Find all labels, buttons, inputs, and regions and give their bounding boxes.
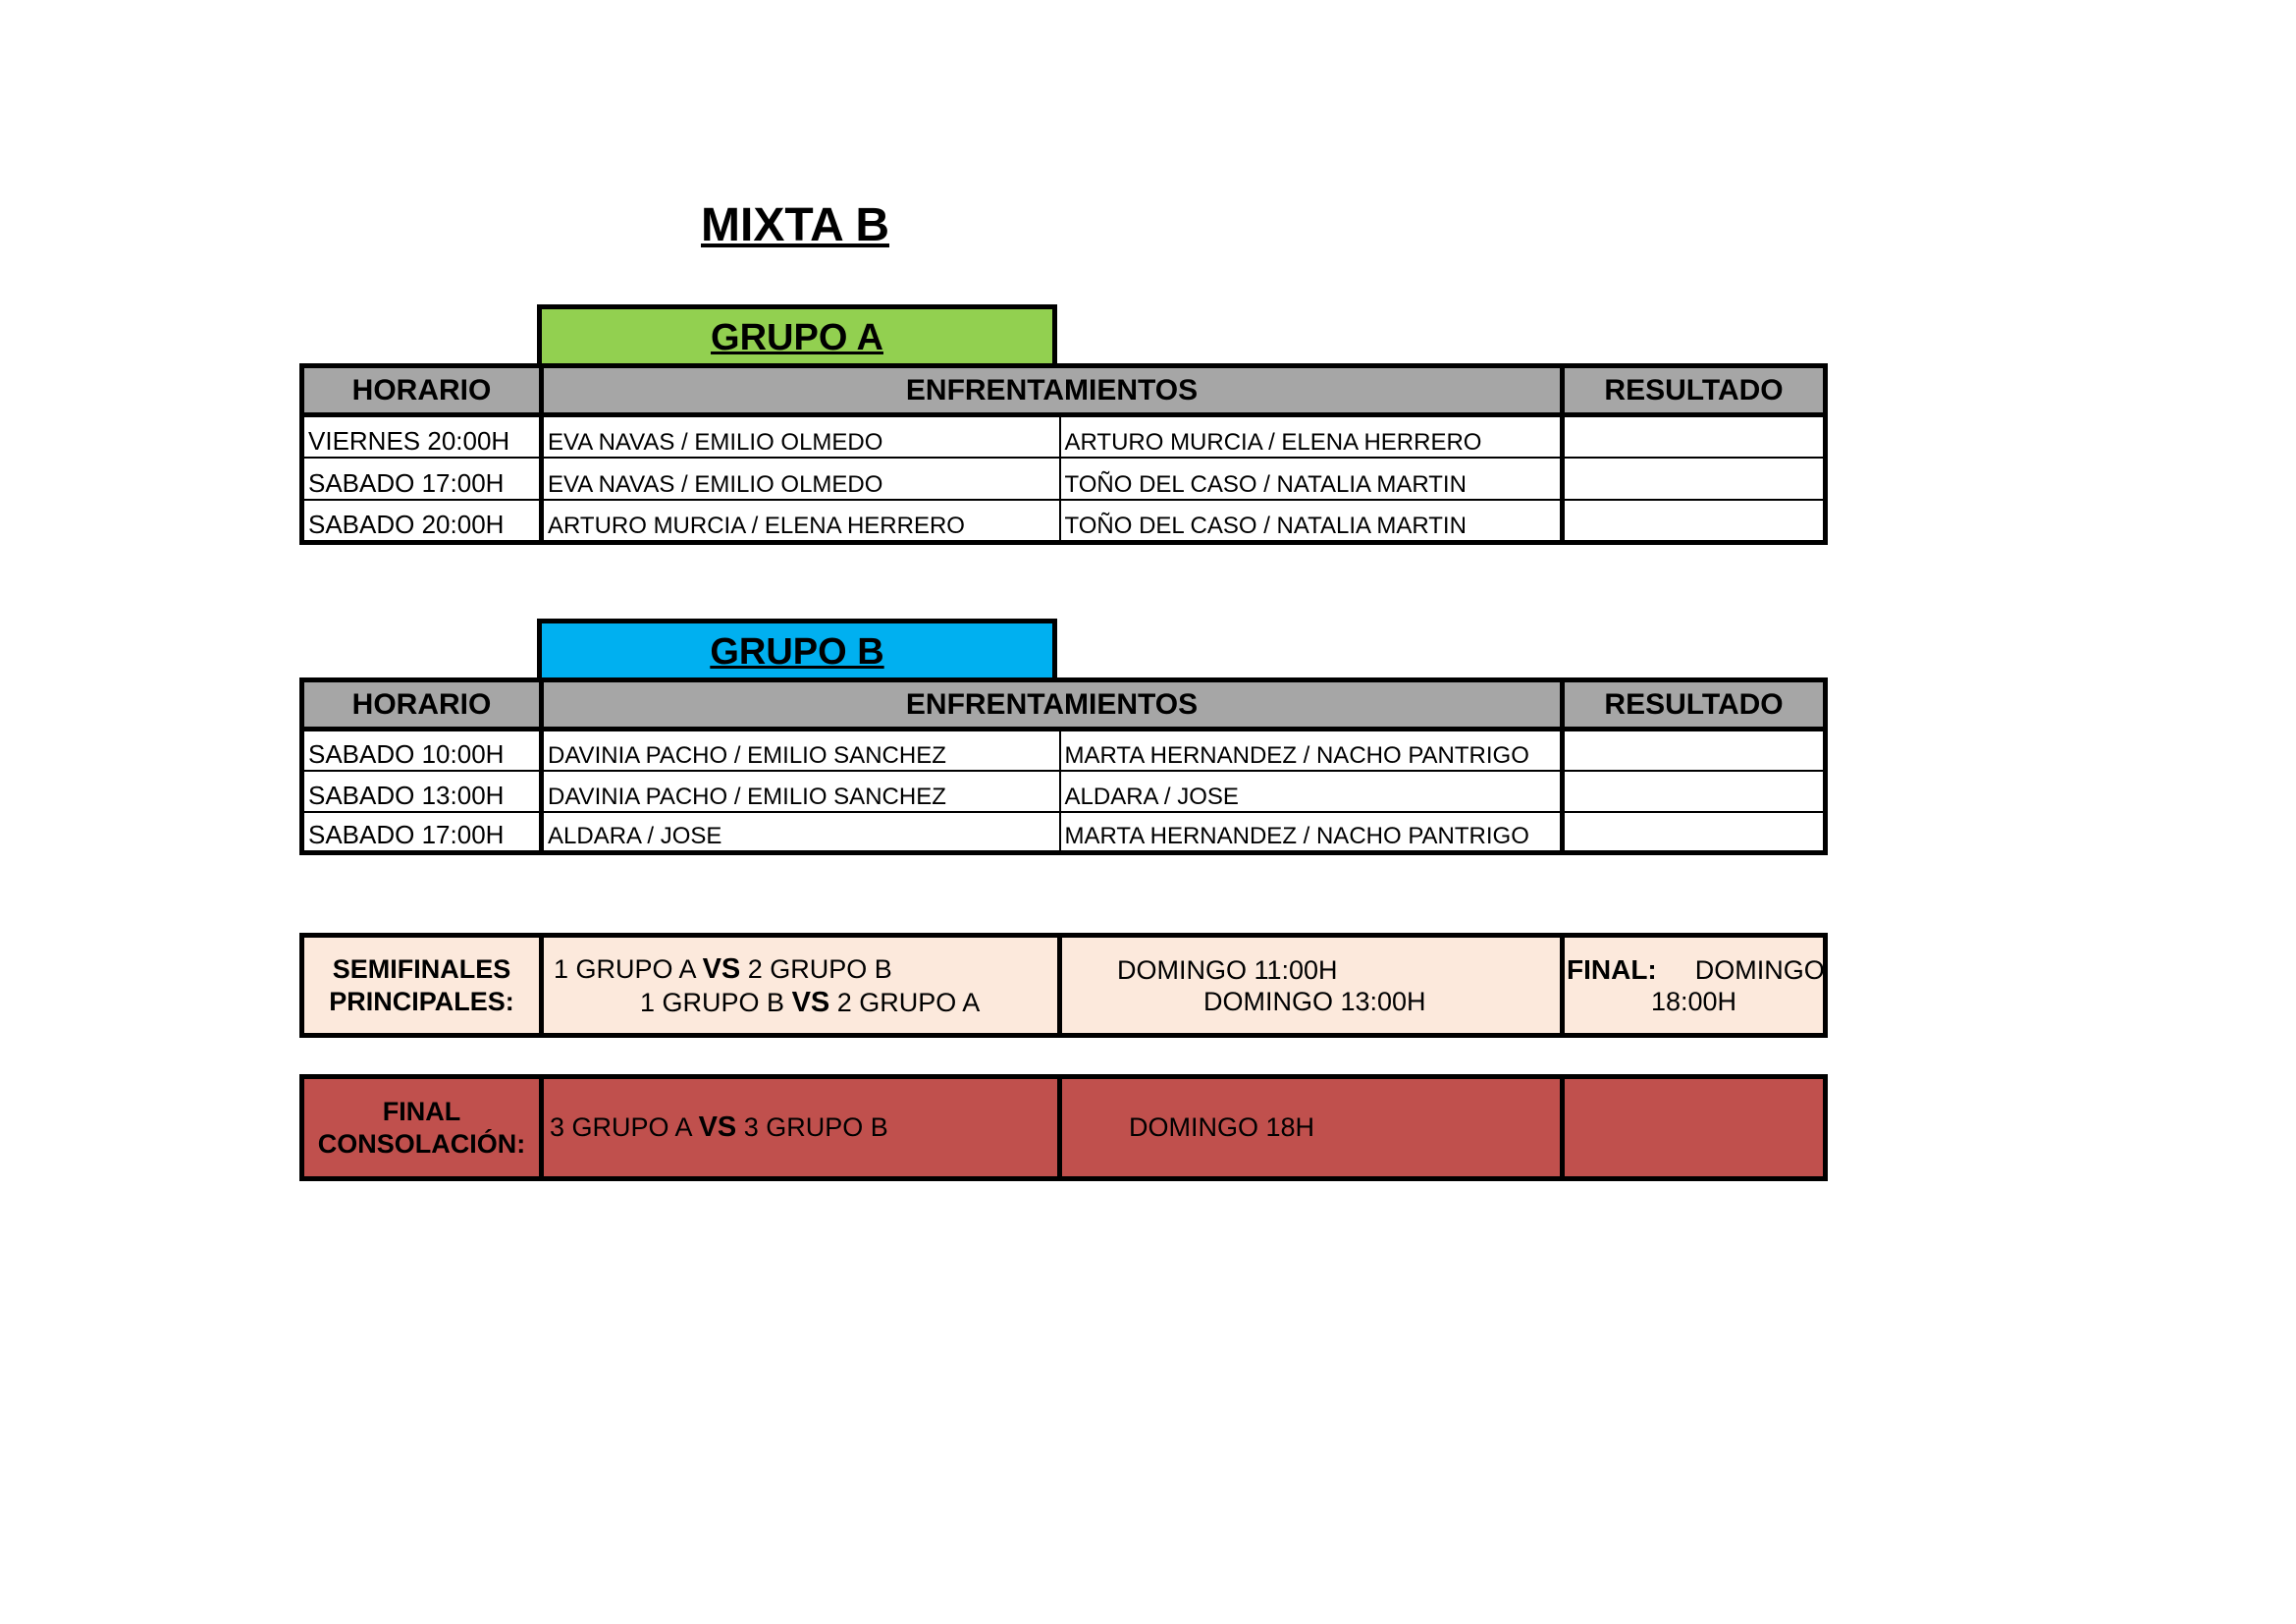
vs-label: VS <box>791 986 830 1018</box>
semifinal-times <box>1060 936 1563 1036</box>
semifinals-label <box>302 936 542 1036</box>
result-cell[interactable] <box>1563 812 1826 853</box>
semifinal-time-1: DOMINGO 11:00H <box>1117 954 1338 985</box>
page-title: MIXTA B <box>701 199 889 251</box>
table-row <box>302 771 1826 812</box>
result-cell[interactable] <box>1563 730 1826 771</box>
final-day: DOMINGO <box>1694 954 1825 985</box>
group-a-table <box>299 363 1828 545</box>
semifinals-table <box>299 933 1828 1038</box>
header-enfrentamientos: ENFRENTAMIENTOS <box>542 680 1563 730</box>
semifinals-label-line1: SEMIFINALES <box>332 953 511 984</box>
semifinal-2-team-b: 2 GRUPO A <box>836 987 981 1017</box>
consolation-time-cell <box>1060 1077 1563 1179</box>
team-2: TOÑO DEL CASO / NATALIA MARTIN <box>1060 500 1563 543</box>
table-row <box>302 730 1826 771</box>
result-cell[interactable] <box>1563 771 1826 812</box>
semifinal-1-team-b: 2 GRUPO B <box>747 953 892 984</box>
semifinal-match-1 <box>550 952 1051 986</box>
group-a-banner: GRUPO A <box>537 304 1057 367</box>
semifinal-matches <box>542 936 1060 1036</box>
team-2: MARTA HERNANDEZ / NACHO PANTRIGO <box>1060 812 1563 853</box>
consolation-table <box>299 1074 1828 1181</box>
header-enfrentamientos: ENFRENTAMIENTOS <box>542 366 1563 415</box>
team-2: TOÑO DEL CASO / NATALIA MARTIN <box>1060 458 1563 500</box>
header-horario: HORARIO <box>302 680 542 730</box>
final-time: 18:00H <box>1650 986 1737 1016</box>
consolation-label-line2: CONSOLACIÓN: <box>317 1128 526 1159</box>
final-info <box>1563 936 1826 1036</box>
team-2: ARTURO MURCIA / ELENA HERRERO <box>1060 415 1563 458</box>
semifinal-1-team-a: 1 GRUPO A <box>554 953 696 984</box>
semifinal-2-team-a: 1 GRUPO B <box>640 987 785 1017</box>
result-cell[interactable] <box>1563 415 1826 458</box>
result-cell[interactable] <box>1563 500 1826 543</box>
vs-label: VS <box>702 952 741 985</box>
match-time: VIERNES 20:00H <box>302 415 542 458</box>
team-2: MARTA HERNANDEZ / NACHO PANTRIGO <box>1060 730 1563 771</box>
result-cell[interactable] <box>1563 458 1826 500</box>
group-b-table <box>299 677 1828 855</box>
semifinals-label-line2: PRINCIPALES: <box>329 986 514 1016</box>
team-1: ALDARA / JOSE <box>542 812 1060 853</box>
header-horario: HORARIO <box>302 366 542 415</box>
consolation-match <box>542 1077 1060 1179</box>
final-label: FINAL: <box>1567 953 1657 985</box>
table-row <box>302 812 1826 853</box>
match-time: SABADO 17:00H <box>302 812 542 853</box>
table-row <box>302 415 1826 458</box>
semifinal-match-2 <box>550 986 1051 1019</box>
table-row <box>302 500 1826 543</box>
team-1: ARTURO MURCIA / ELENA HERRERO <box>542 500 1060 543</box>
consolation-label <box>302 1077 542 1179</box>
consolation-label-line1: FINAL <box>382 1096 461 1126</box>
consolation-team-a: 3 GRUPO A <box>550 1112 692 1142</box>
header-resultado: RESULTADO <box>1563 680 1826 730</box>
team-1: DAVINIA PACHO / EMILIO SANCHEZ <box>542 730 1060 771</box>
group-b-banner: GRUPO B <box>537 619 1057 681</box>
consolation-team-b: 3 GRUPO B <box>743 1112 888 1142</box>
consolation-time: DOMINGO 18H <box>1129 1112 1315 1142</box>
match-time: SABADO 20:00H <box>302 500 542 543</box>
team-1: DAVINIA PACHO / EMILIO SANCHEZ <box>542 771 1060 812</box>
match-time: SABADO 10:00H <box>302 730 542 771</box>
team-2: ALDARA / JOSE <box>1060 771 1563 812</box>
match-time: SABADO 13:00H <box>302 771 542 812</box>
team-1: EVA NAVAS / EMILIO OLMEDO <box>542 458 1060 500</box>
vs-label: VS <box>698 1111 737 1143</box>
header-resultado: RESULTADO <box>1563 366 1826 415</box>
semifinal-time-2: DOMINGO 13:00H <box>1203 986 1426 1016</box>
match-time: SABADO 17:00H <box>302 458 542 500</box>
table-row <box>302 458 1826 500</box>
team-1: EVA NAVAS / EMILIO OLMEDO <box>542 415 1060 458</box>
consolation-empty-cell <box>1563 1077 1826 1179</box>
